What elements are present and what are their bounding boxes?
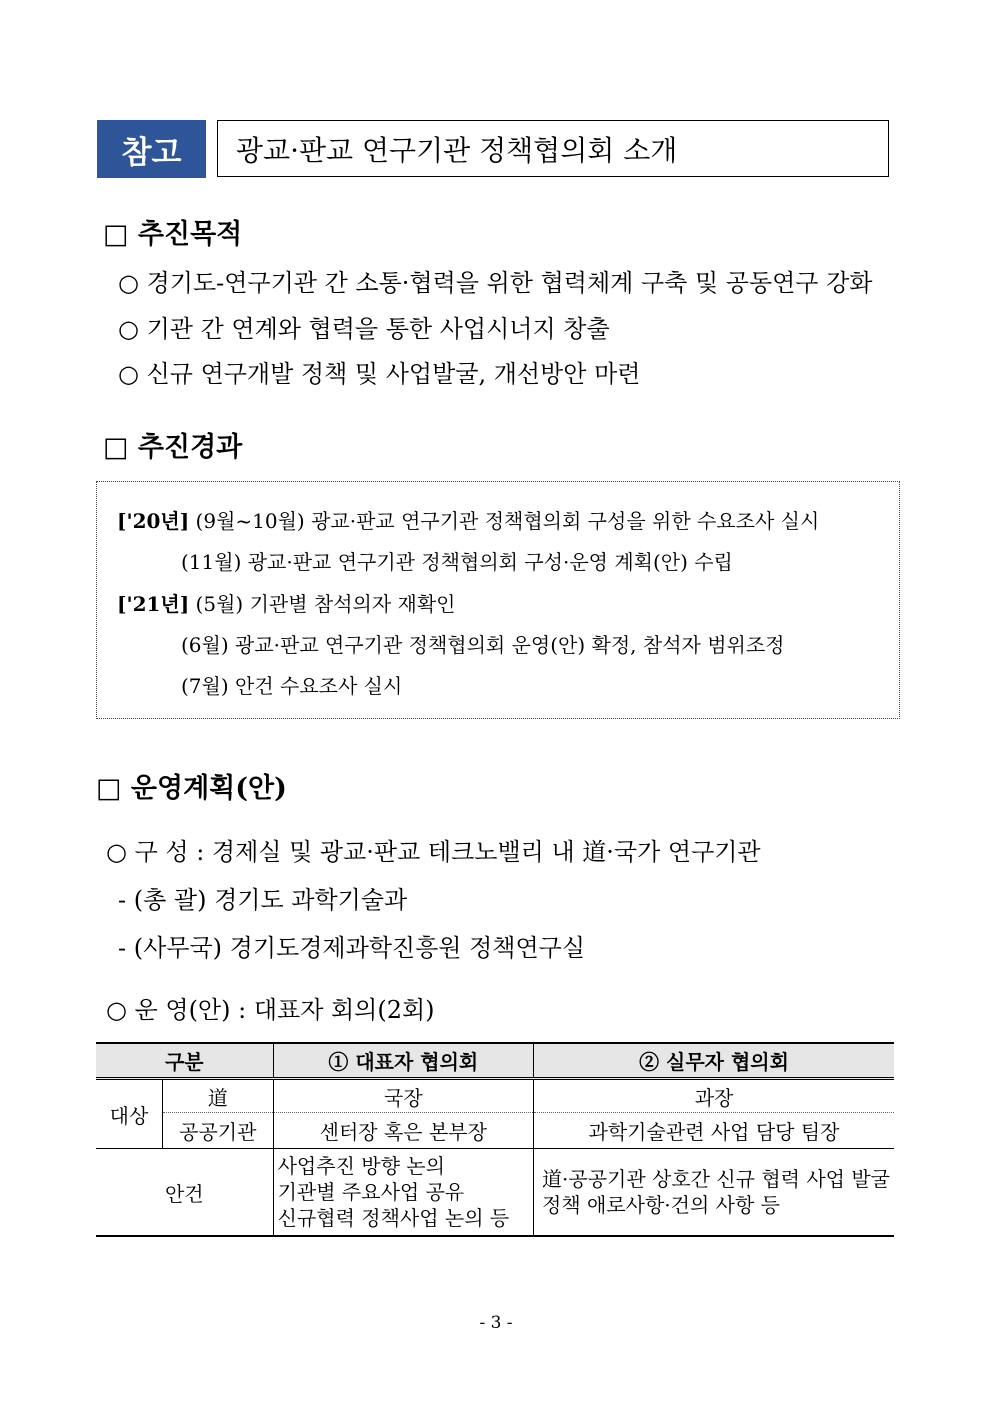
row-representative: 센터장 혹은 본부장	[273, 1113, 533, 1149]
agenda-line: 신규협력 정책사업 논의 등	[277, 1206, 510, 1230]
reference-tag: 참고	[97, 120, 206, 178]
progress-text: (5월) 기관별 참석의자 재확인	[189, 592, 456, 616]
agenda-label: 안건	[96, 1149, 273, 1237]
row-working: 과장	[534, 1079, 894, 1113]
agenda-line: 기관별 주요사업 공유	[277, 1180, 465, 1204]
progress-entry	[181, 546, 733, 575]
table-row	[96, 1079, 894, 1113]
plan-heading: □ 운영계획(안)	[96, 773, 287, 804]
row-representative: 국장	[273, 1079, 533, 1113]
plan-operation: ○ 운 영(안) : 대표자 회의(2회)	[106, 996, 435, 1024]
progress-entry	[117, 505, 819, 534]
page-number: - 3 -	[479, 1313, 513, 1333]
purpose-item: ○ 기관 간 연계와 협력을 통한 사업시너지 창출	[118, 315, 610, 343]
plan-sub-item: - (총 괄) 경기도 과학기술과	[118, 886, 408, 914]
progress-text: (9월~10월) 광교·판교 연구기관 정책협의회 구성을 위한 수요조사 실시	[189, 509, 820, 533]
agenda-line: 정책 애로사항·건의 사항 등	[542, 1193, 780, 1217]
purpose-item: ○ 경기도-연구기관 간 소통·협력을 위한 협력체계 구축 및 공동연구 강화	[118, 269, 873, 297]
row-label: 공공기관	[163, 1113, 274, 1149]
agenda-representative	[273, 1149, 533, 1237]
document-title	[217, 120, 889, 177]
header-representative: ① 대표자 협의회	[273, 1043, 533, 1079]
progress-text: (7월) 안건 수요조사 실시	[181, 674, 403, 698]
progress-year: ['21년]	[117, 592, 190, 616]
purpose-item: ○ 신규 연구개발 정책 및 사업발굴, 개선방안 마련	[118, 360, 641, 388]
agenda-line: 사업추진 방향 논의	[277, 1154, 445, 1178]
purpose-heading: □ 추진목적	[103, 219, 243, 250]
progress-heading: □ 추진경과	[103, 432, 243, 463]
target-label: 대상	[96, 1079, 163, 1149]
row-working: 과학기술관련 사업 담당 팀장	[534, 1113, 894, 1149]
table-row	[96, 1113, 894, 1149]
header-working: ② 실무자 협의회	[534, 1043, 894, 1079]
table-row-agenda	[96, 1149, 894, 1237]
header-category: 구분	[96, 1043, 273, 1079]
progress-text: (11월) 광교·판교 연구기관 정책협의회 구성·운영 계획(안) 수립	[181, 550, 733, 574]
progress-year: ['20년]	[117, 509, 190, 533]
agenda-line: 道·공공기관 상호간 신규 협력 사업 발굴	[542, 1167, 890, 1191]
council-table	[96, 1042, 894, 1237]
progress-text: (6월) 광교·판교 연구기관 정책협의회 운영(안) 확정, 참석자 범위조정	[181, 633, 785, 657]
agenda-working	[534, 1149, 894, 1237]
document-title-text: 광교·판교 연구기관 정책협의회 소개	[236, 133, 678, 167]
progress-entry	[117, 588, 455, 617]
table-header-row	[96, 1043, 894, 1079]
plan-sub-item: - (사무국) 경기도경제과학진흥원 정책연구실	[118, 934, 586, 962]
progress-entry	[181, 629, 784, 658]
progress-entry	[181, 670, 402, 699]
plan-composition: ○ 구 성 : 경제실 및 광교·판교 테크노밸리 내 道·국가 연구기관	[106, 838, 761, 866]
row-label: 道	[163, 1079, 274, 1113]
